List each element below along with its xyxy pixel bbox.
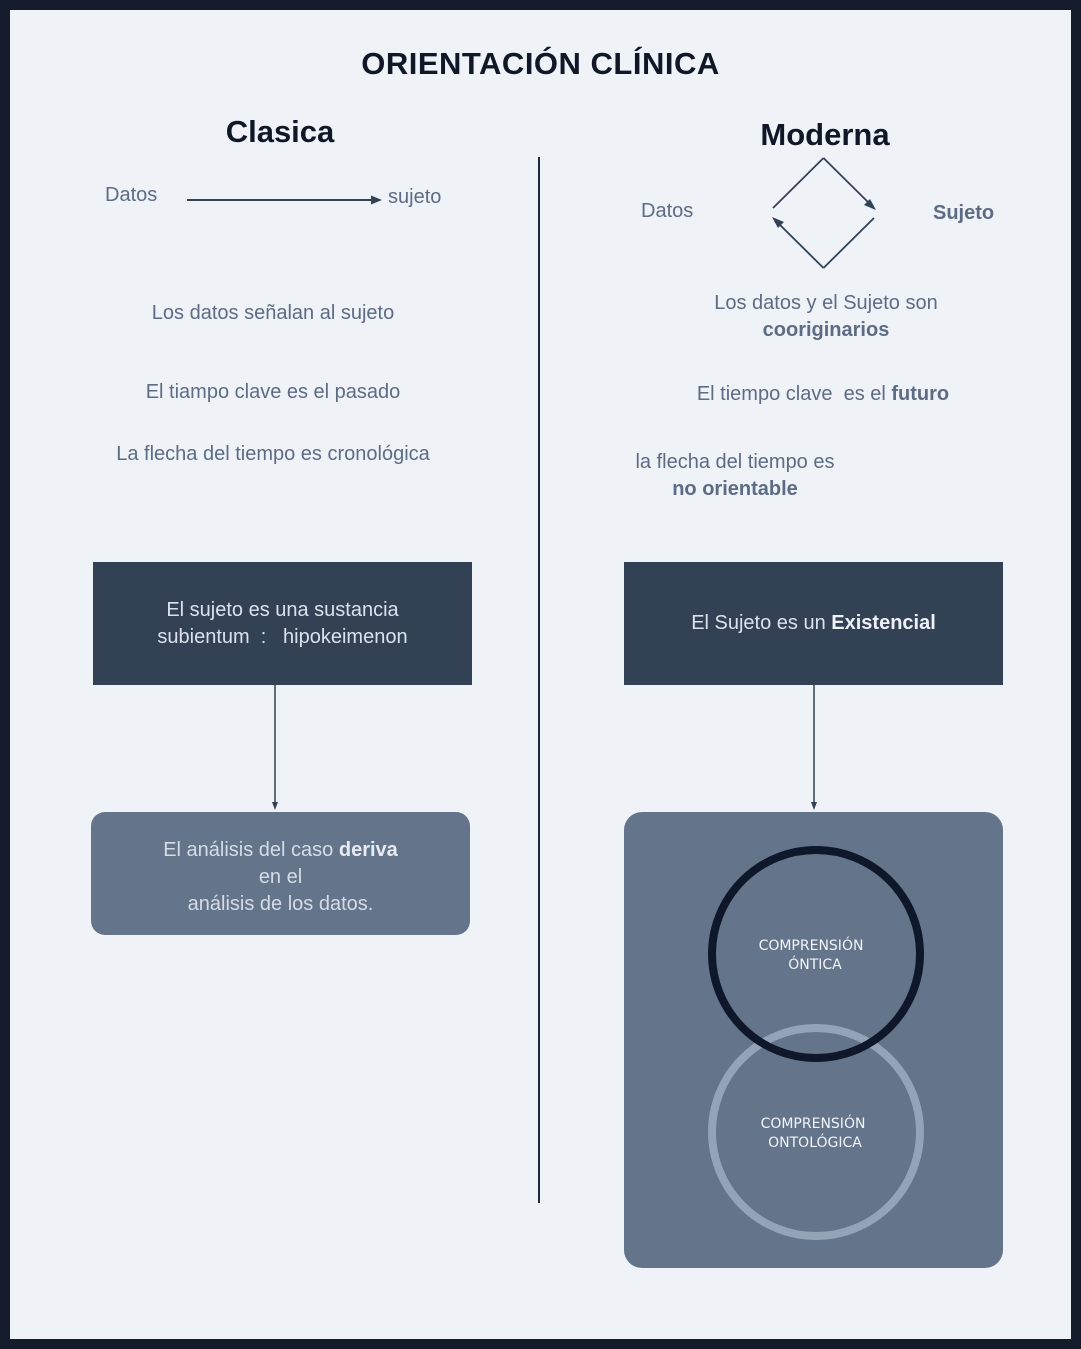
right-heading: Moderna xyxy=(760,117,890,152)
right-subject-line xyxy=(691,610,936,637)
page-title: ORIENTACIÓN CLÍNICA xyxy=(361,46,720,81)
ontological-label-2: ONTOLÓGICA xyxy=(768,1135,862,1151)
left-analysis-bold: deriva xyxy=(338,839,398,861)
right-statement-1-line-2: cooriginarios xyxy=(762,319,890,341)
left-analysis-line-2: en el xyxy=(258,866,303,888)
left-analysis-line-3: análisis de los datos. xyxy=(187,893,374,915)
left-heading: Clasica xyxy=(225,114,335,149)
right-statement-1-line-1: Los datos y el Sujeto son xyxy=(714,292,938,314)
right-diamond-arrows xyxy=(760,150,890,275)
right-statement-3 xyxy=(585,449,885,503)
right-subject-bold: Existencial xyxy=(831,612,936,634)
right-flow-from: Datos xyxy=(641,200,694,222)
left-statement-1: Los datos señalan al sujeto xyxy=(151,302,395,324)
right-statement-1 xyxy=(626,290,1026,344)
right-comprehension-panel xyxy=(624,812,1003,1268)
right-statement-3-line-2: no orientable xyxy=(672,478,798,500)
left-flow-from: Datos xyxy=(105,184,158,206)
left-subject-line-1: El sujeto es una sustancia xyxy=(166,598,399,621)
left-analysis-box xyxy=(91,812,470,935)
venn-diagram xyxy=(624,812,1003,1268)
left-subject-box xyxy=(93,562,472,685)
ontological-label-1: COMPRENSIÓN xyxy=(760,1116,866,1132)
right-subject-box xyxy=(624,562,1003,685)
left-analysis-line-1 xyxy=(91,837,470,864)
right-statement-2-pre: El tiempo clave es el xyxy=(696,383,892,405)
left-statement-3: La flecha del tiempo es cronológica xyxy=(116,443,430,465)
ontic-label-2: ÓNTICA xyxy=(788,957,842,973)
right-down-arrow xyxy=(804,685,824,813)
left-analysis-pre: El análisis del caso xyxy=(163,839,339,861)
ontic-label-1: COMPRENSIÓN xyxy=(758,938,864,954)
right-statement-2 xyxy=(623,381,1023,408)
left-flow-arrow xyxy=(180,190,390,210)
right-statement-3-line-1: la flecha del tiempo es xyxy=(635,451,835,473)
right-flow-to: Sujeto xyxy=(933,202,995,224)
diagram-canvas xyxy=(10,10,1071,1339)
left-flow-to: sujeto xyxy=(388,186,442,208)
left-statement-2: El tiampo clave es el pasado xyxy=(145,381,401,403)
right-subject-pre: El Sujeto es un xyxy=(691,612,832,634)
left-subject-line-2: subientum : hipokeimenon xyxy=(157,625,408,648)
right-statement-2-bold: futuro xyxy=(891,383,950,405)
column-divider xyxy=(538,157,540,1203)
left-down-arrow xyxy=(265,685,285,813)
